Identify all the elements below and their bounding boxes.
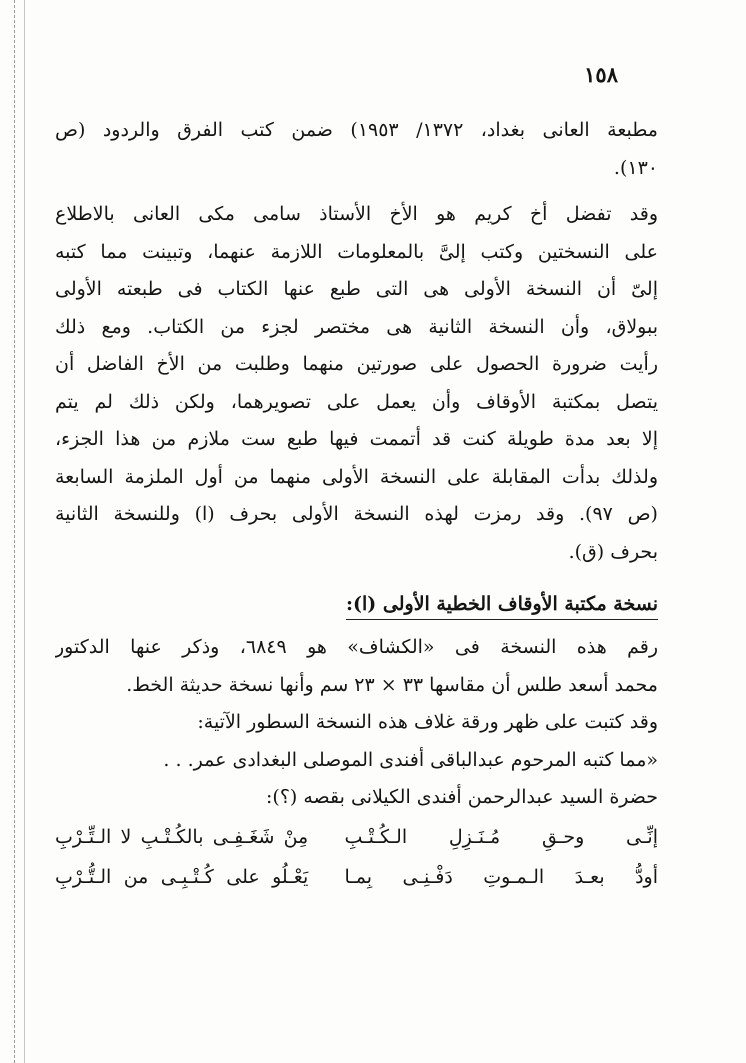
text-line: على النسختين وكتب إلىَّ بالمعلومات اللازمة عنهما، وتبينت مما كتبه [55,240,658,263]
paragraph-intro [55,112,658,187]
text-line: بحرف (ق). [568,540,658,563]
section-heading-row [55,571,658,629]
verse-first-hemistich: أودُّ بعـدَ الـمـوتِ دَفْـنِـى بِمـا [344,865,658,888]
paragraph-manuscripts [55,196,658,571]
text-line: حضرة السيد عبدالرحمن أفندى الكيلانى بقصه (؟): [266,786,658,808]
paragraph-cover [55,704,658,817]
text-line: وقد كتبت على ظهر ورقة غلاف هذه النسخة السطور الآتية: [197,711,658,733]
scan-edge-inner [24,0,25,1063]
page-number: ١٥٨ [584,62,618,87]
verse-line [55,817,658,857]
text-line: ١٣٠). [613,156,658,179]
verse-second-hemistich: مِنْ شَغَـفِـى بالكُـتْـبِ لا الـتِّـرْبِ [55,825,309,848]
text-line: مطبعة العانى بغداد، ١٣٧٢/ ١٩٥٣) ضمن كتب الفرق والردود (ص [55,119,658,141]
text-line: إلا بعد مدة طويلة كنت قد أتممت فيها طبع ست ملازم من هذا الجزء، [55,428,658,450]
text-line: ببولاق، وأن النسخة الثانية هى مختصر لجزء من الكتاب. ومع ذلك [55,315,658,338]
text-line: «مما كتبه المرحوم عبدالباقى أفندى الموصلى البغدادى عمر. . . [163,748,658,771]
verse-second-hemistich: يَعْـلُو على كُـتْـبِـى من الـتُّـرْبِ [55,865,309,888]
text-line: إلىّ أن النسخة الأولى هى التى طبع عنها الكتاب فى طبعته الأولى [55,278,658,300]
text-line: وقد تفضل أخ كريم هو الأخ الأستاذ سامى مكى العانى بالاطلاع [55,203,658,225]
text-line: رأيت ضرورة الحصول على صورتين منهما وطلبت من الأخ الفاضل أن [55,353,658,375]
verse-line [55,857,658,897]
poem [55,817,658,897]
page-body [55,112,658,897]
paragraph-description [55,629,658,704]
text-line: محمد أسعد طلس أن مقاسها ٣٣ × ٢٣ سم وأنها نسخة حديثة الخط. [126,673,658,696]
text-line: يتصل بمكتبة الأوقاف وأن يعمل على تصويرهما، ولكن ذلك لم يتم [55,390,658,413]
text-line: رقم هذه النسخة فى «الكشاف» هو ٦٨٤٩، وذكر عنها الدكتور [55,636,658,658]
scan-edge-left [14,0,15,1063]
verse-first-hemistich: إنِّـى وحـقِ مُـنَـزِلِ الـكُـتْـبِ [344,825,658,848]
text-line: ولذلك بدأت المقابلة على النسخة الأولى منهما من أول الملزمة السابعة [55,465,658,488]
text-line: (ص ٩٧). وقد رمزت لهذه النسخة الأولى بحرف (ا) وللنسخة الثانية [55,503,658,525]
section-heading: نسخة مكتبة الأوقاف الخطية الأولى (ا): [346,591,658,620]
